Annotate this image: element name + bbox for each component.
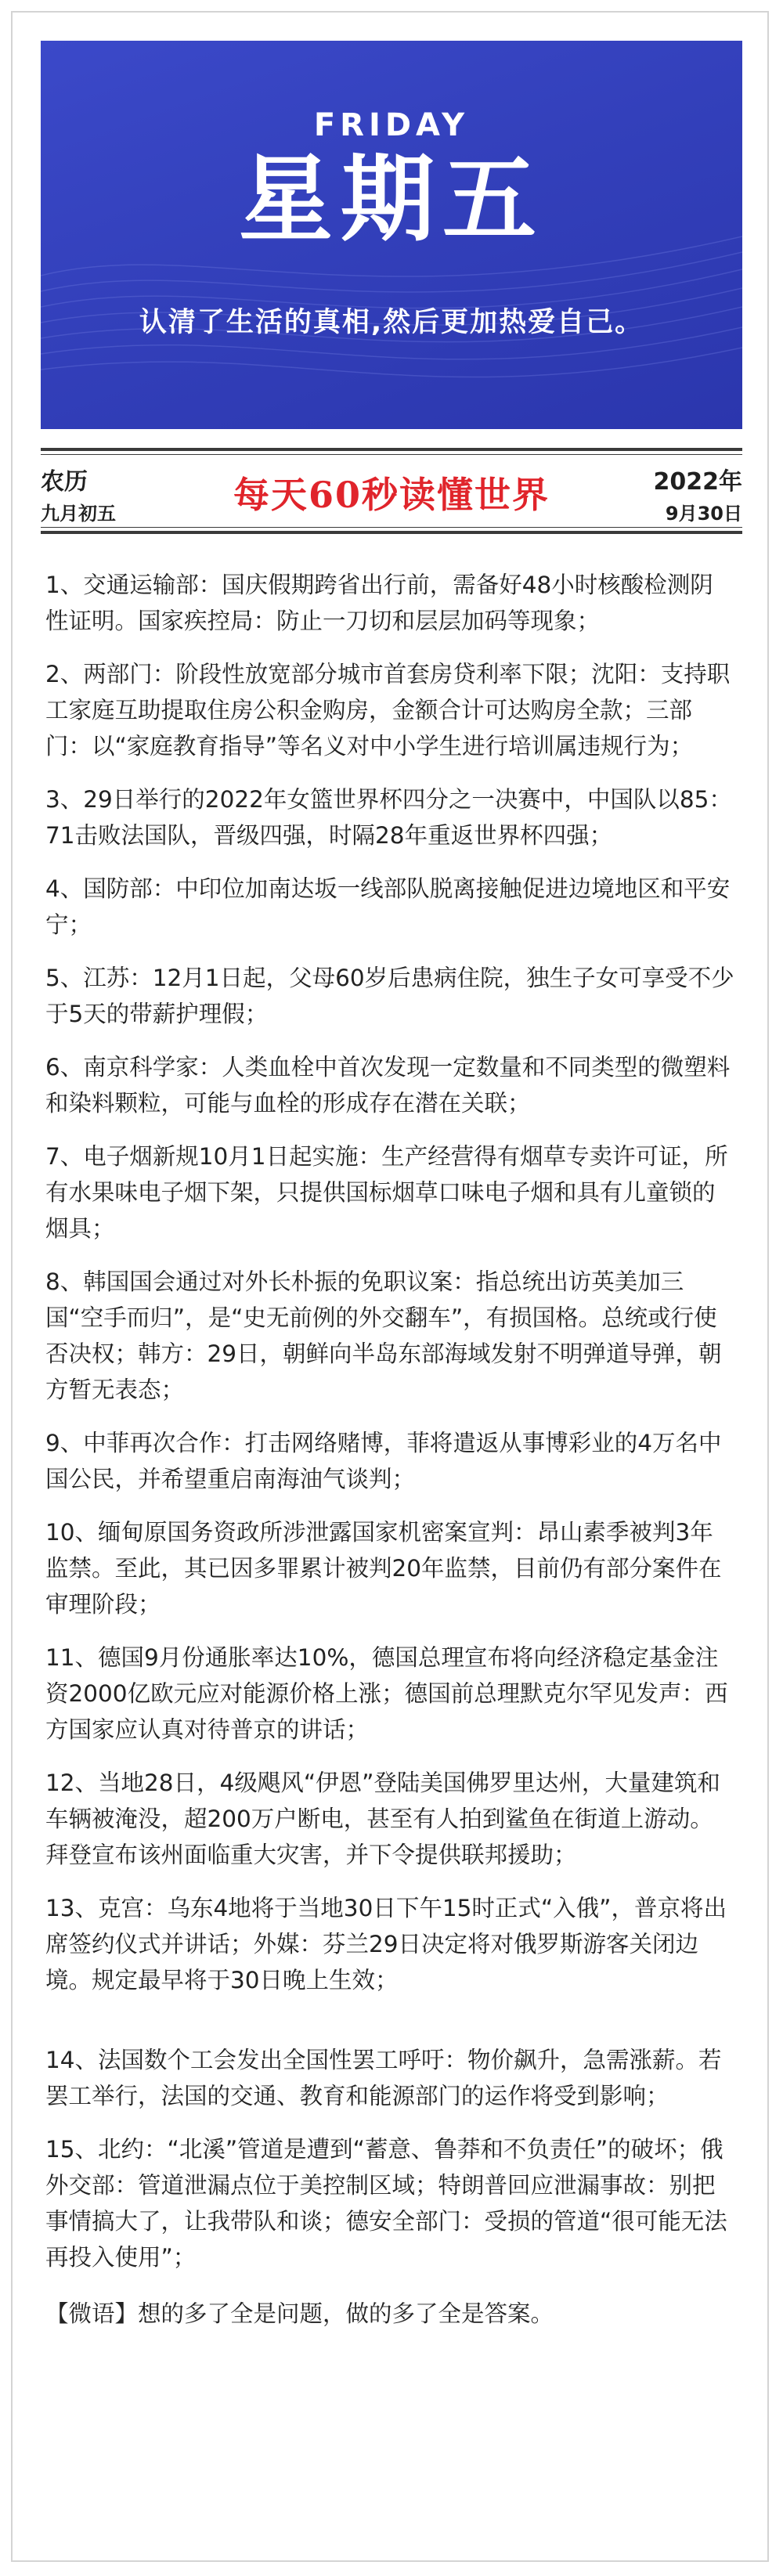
weekday-chinese: 星期五 <box>239 146 544 254</box>
news-item: 5、江苏：12月1日起，父母60岁后患病住院，独生子女可享受不少于5天的带薪护理假； <box>45 965 734 1027</box>
daily-slogan: 认清了生活的真相,然后更加热爱自己。 <box>139 307 644 338</box>
news-item: 2、两部门：阶段性放宽部分城市首套房贷利率下限；沈阳：支持职工家庭互助提取住房公积金购房，金额合计可达购房全款；三部门：以“家庭教育指导”等名义对中小学生进行培训属违规行为； <box>45 661 731 759</box>
news-list <box>45 567 734 2332</box>
daily-quote: 【微语】想的多了全是问题，做的多了全是答案。 <box>45 2300 554 2327</box>
weekday-english: FRIDAY <box>313 107 470 143</box>
news-item: 3、29日举行的2022年女篮世界杯四分之一决赛中，中国队以85：71击败法国队，晋级四强，时隔28年重返世界杯四强； <box>45 786 732 849</box>
news-item: 1、交通运输部：国庆假期跨省出行前，需备好48小时核酸检测阴性证明。国家疾控局：防止一刀切和层层加码等现象； <box>45 572 713 634</box>
news-item: 8、韩国国会通过对外长朴振的免职议案：指总统出访英美加三国“空手而归”，是“史无前例的外交翻车”，有损国格。总统或行使否决权；韩方：29日，朝鲜向半岛东部海域发射不明弹道导弹，朝方暂无表态； <box>45 1268 722 1403</box>
news-item: 4、国防部：中印位加南达坂一线部队脱离接触促进边境地区和平安宁； <box>45 875 731 938</box>
news-item: 7、电子烟新规10月1日起实施：生产经营得有烟草专卖许可证，所有水果味电子烟下架，只提供国标烟草口味电子烟和具有儿童锁的烟具； <box>45 1143 728 1242</box>
year-label: 2022年 <box>653 468 742 496</box>
news-item: 9、中菲再次合作：打击网络赌博，菲将遣返从事博彩业的4万名中国公民，并希望重启南海油气谈判； <box>45 1430 722 1492</box>
news-item: 12、当地28日，4级飓风“伊恩”登陆美国佛罗里达州，大量建筑和车辆被淹没，超200万户断电，甚至有人拍到鲨鱼在街道上游动。拜登宣布该州面临重大灾害，并下令提供联邦援助； <box>45 1770 720 1868</box>
date-label: 9月30日 <box>665 503 742 525</box>
news-item: 14、法国数个工会发出全国性罢工呼吁：物价飙升，急需涨薪。若罢工举行，法国的交通、教育和能源部门的运作将受到影响； <box>45 2047 722 2109</box>
news-item: 10、缅甸原国务资政所涉泄露国家机密案宣判：昂山素季被判3年监禁。至此，其已因多罪累计被判20年监禁，目前仍有部分案件在审理阶段； <box>45 1519 722 1618</box>
masthead-title: 每天60秒读懂世界 <box>233 474 550 516</box>
news-item: 6、南京科学家：人类血栓中首次发现一定数量和不同类型的微塑料和染料颗粒，可能与血栓的形成存在潜在关联； <box>45 1054 731 1117</box>
news-item: 13、克宫：乌东4地将于当地30日下午15时正式“入俄”，普京将出席签约仪式并讲话；外媒：芬兰29日决定将对俄罗斯游客关闭边境。规定最早将于30日晚上生效； <box>45 1895 727 1993</box>
news-item: 11、德国9月份通胀率达10%，德国总理宣布将向经济稳定基金注资2000亿欧元应对能源价格上涨；德国前总理默克尔罕见发声：西方国家应认真对待普京的讲话； <box>45 1644 728 1743</box>
header-banner <box>41 41 742 429</box>
lunar-date: 九月初五 <box>41 503 116 525</box>
lunar-label: 农历 <box>41 468 88 496</box>
masthead <box>41 448 742 534</box>
news-item: 15、北约：“北溪”管道是遭到“蓄意、鲁莽和不负责任”的破坏；俄外交部：管道泄漏点位于美控制区域；特朗普回应泄漏事故：别把事情搞大了，让我带队和谈；德安全部门：受损的管道“很可能无法再投入使用”； <box>45 2136 727 2271</box>
